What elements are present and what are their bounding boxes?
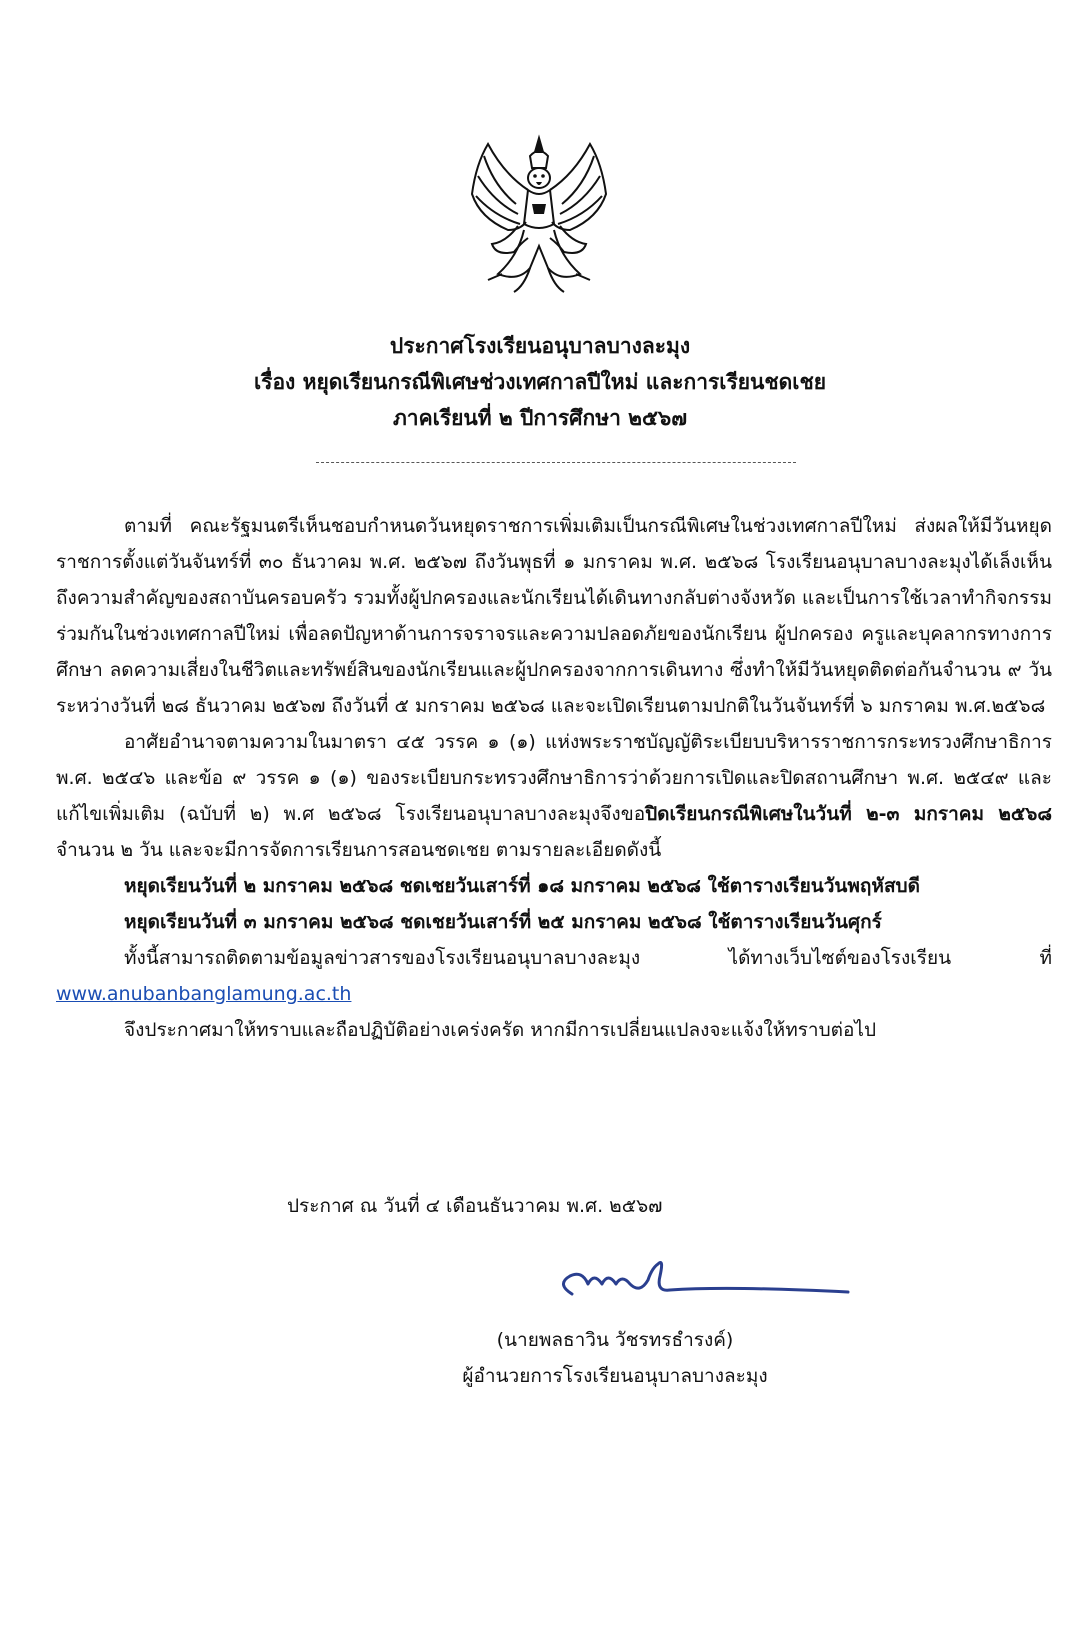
paragraph-closing: จึงประกาศมาให้ทราบและถือปฏิบัติอย่างเคร่งครัด หากมีการเปลี่ยนแปลงจะแจ้งให้ทราบต่อไป [124, 1019, 877, 1041]
website-link[interactable]: www.anubanbanglamung.ac.th [56, 983, 352, 1005]
dashed-divider [316, 462, 796, 463]
paragraph-background: ตามที่ คณะรัฐมนตรีเห็นชอบกำหนดวันหยุดราชการเพิ่มเติมเป็นกรณีพิเศษในช่วงเทศกาลปีใหม่ ส่งผลให้มีวันหยุดราชการตั้งแต่วันจันทร์ที่ ๓๐ ธันวาคม พ.ศ. ๒๕๖๗ ถึงวันพุธที่ ๑ มกราคม พ.ศ. ๒๕๖๘ โรงเรียนอนุบาลบางละมุงได้เล็งเห็นถึงความสำคัญของสถาบันครอบครัว รวมทั้งผู้ปกครองและนักเรียนได้เดินทางกลับต่างจังหวัด และเป็นการใช้เวลาทำกิจกรรมร่วมกันในช่วงเทศกาลปีใหม่ เพื่อลดปัญหาด้านการจราจรและความปลอดภัยของนักเรียน ผู้ปกครอง ครูและบุคลากรทางการศึกษา ลดความเสี่ยงในชีวิตและทรัพย์สินของนักเรียนและผู้ปกครองจากการเดินทาง ซึ่งทำให้มีวันหยุดติดต่อกันจำนวน ๙ วัน ระหว่างวันที่ ๒๘ ธันวาคม ๒๕๖๗ ถึงวันที่ ๕ มกราคม ๒๕๖๘ และจะเปิดเรียนตามปกติในวันจันทร์ที่ ๖ มกราคม พ.ศ.๒๕๖๘ [56, 515, 1052, 717]
announcement-date: ประกาศ ณ วันที่ ๔ เดือนธันวาคม พ.ศ. ๒๕๖๗ [287, 1195, 663, 1217]
announcement-header [0, 328, 1080, 436]
authority-text-end: จำนวน ๒ วัน และจะมีการจัดการเรียนการสอนชดเชย ตามรายละเอียดดังนี้ [56, 839, 662, 861]
schedule-item: หยุดเรียนวันที่ ๓ มกราคม ๒๕๖๘ ชดเชยวันเสาร์ที่ ๒๕ มกราคม ๒๕๖๘ ใช้ตารางเรียนวันศุกร์ [124, 911, 882, 933]
garuda-emblem-icon [458, 134, 620, 296]
signer-name: (นายพลธาวิน วัชรทรธำรงค์) [496, 1329, 734, 1351]
paragraph-authority [56, 724, 1052, 868]
authority-text: อาศัยอำนาจตามความในมาตรา ๔๕ วรรค ๑ (๑) แห่งพระราชบัญญัติระเบียบบริหารราชการกระทรวงศึกษาธิการ พ.ศ. ๒๕๔๖ และข้อ ๙ วรรค ๑ (๑) ของระเบียบกระทรวงศึกษาธิการว่าด้วยการเปิดและปิดสถานศึกษา พ.ศ. ๒๕๔๙ และแก้ไขเพิ่มเติม (ฉบับที่ ๒) พ.ศ ๒๕๖๘ โรงเรียนอนุบาลบางละมุงจึงขอ [56, 731, 1052, 825]
closure-dates: ปิดเรียนกรณีพิเศษในวันที่ ๒-๓ มกราคม ๒๕๖๘ [645, 803, 1053, 825]
announcement-title: ประกาศโรงเรียนอนุบาลบางละมุง [389, 334, 691, 358]
website-text: ทั้งนี้สามารถติดตามข้อมูลข่าวสารของโรงเรียนอนุบาลบางละมุง ได้ทางเว็บไซต์ของโรงเรียน ที่ [124, 947, 1052, 969]
paragraph-website [56, 940, 1052, 1012]
announcement-term: ภาคเรียนที่ ๒ ปีการศึกษา ๒๕๖๗ [392, 406, 688, 430]
schedule-item: หยุดเรียนวันที่ ๒ มกราคม ๒๕๖๘ ชดเชยวันเสาร์ที่ ๑๘ มกราคม ๒๕๖๘ ใช้ตารางเรียนวันพฤหัสบดี [124, 875, 920, 897]
signature-image [548, 1254, 858, 1314]
signer-position: ผู้อำนวยการโรงเรียนอนุบาลบางละมุง [462, 1365, 768, 1387]
announcement-subject: เรื่อง หยุดเรียนกรณีพิเศษช่วงเทศกาลปีใหม่ และการเรียนชดเชย [253, 370, 827, 394]
announcement-body [56, 508, 1052, 1048]
